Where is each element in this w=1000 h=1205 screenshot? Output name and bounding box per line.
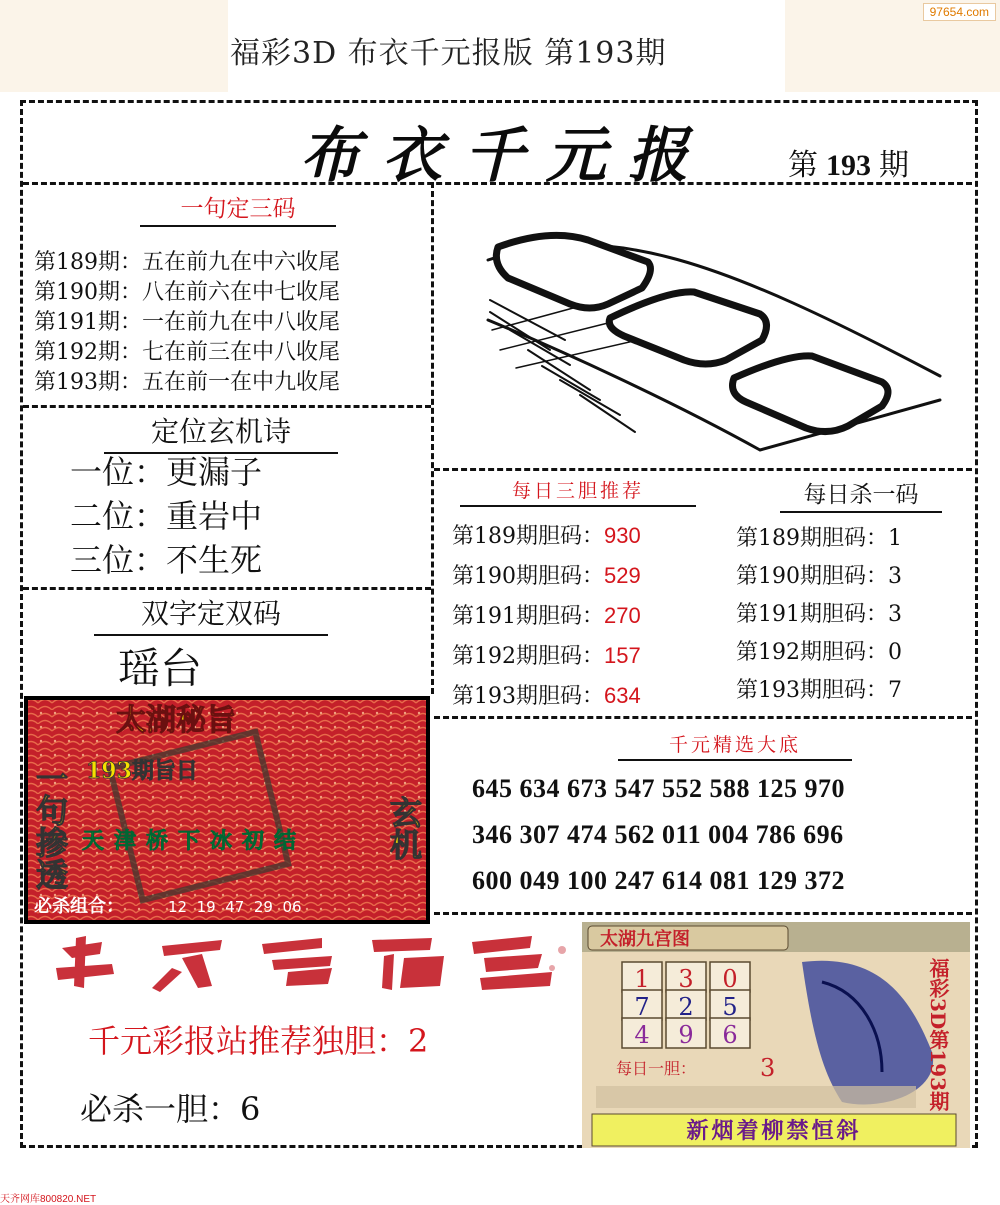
divider (23, 405, 431, 408)
divider (23, 182, 972, 185)
grid-cell: 3 (678, 965, 694, 993)
grid-cell: 5 (722, 993, 738, 1021)
jiugong-panel (582, 922, 970, 1148)
double-word-title: 双字定双码 (94, 592, 328, 636)
taihu-issue: 193期旨日 (86, 758, 198, 784)
number-row: 600 049 100 247 614 081 129 372 (472, 866, 845, 895)
brush-banner-image (32, 928, 572, 1000)
double-word-value: 瑶台 (118, 644, 203, 693)
grid-cell: 2 (678, 993, 694, 1021)
grid-cell: 9 (678, 1021, 694, 1049)
jiugong-image (582, 922, 970, 1148)
list-item: 第190期胆码：3 (736, 564, 902, 589)
taihu-panel (24, 696, 430, 924)
grid-cell: 7 (634, 993, 650, 1021)
taihu-kill-label: 必杀组合： (34, 896, 124, 917)
selection-list (472, 766, 845, 904)
jiugong-footer: 新烟着柳禁恒斜 (686, 1118, 862, 1144)
issue-suffix: 期 (879, 148, 909, 183)
jiugong-daily-value: 3 (760, 1054, 776, 1082)
poem-line: 三位：不生死 (70, 541, 263, 579)
list-item: 第193期胆码：7 (736, 678, 902, 703)
jiugong-side: 福彩3D第193期 (926, 958, 950, 1112)
list-item (452, 596, 641, 636)
issue-prefix: 第 (788, 148, 818, 183)
number-row: 346 307 474 562 011 004 786 696 (472, 820, 844, 849)
list-item: 第190期：八在前六在中七收尾 (34, 280, 340, 305)
issue-number (788, 140, 909, 184)
one-sentence-list (34, 248, 340, 398)
page-title: 福彩3D 布衣千元报版 第193期 (230, 36, 667, 71)
daily-kill-list (736, 520, 902, 710)
masthead: 布衣千元报 (300, 121, 710, 191)
divider (434, 468, 972, 471)
poem-line: 二位：重岩中 (70, 497, 263, 535)
list-item: 第193期：五在前一在中九收尾 (34, 370, 340, 395)
row-value: 930 (604, 523, 641, 548)
sketch-illustration (470, 200, 950, 460)
row-label: 第192期胆码： (452, 644, 604, 669)
divider (434, 912, 972, 915)
divider (434, 716, 972, 719)
grid-cell: 6 (722, 1021, 738, 1049)
divider (23, 587, 431, 590)
issue-value: 193 (826, 149, 871, 182)
poem-list (70, 450, 262, 582)
one-sentence-title: 一句定三码 (140, 190, 336, 227)
daily-kill-title: 每日杀一码 (780, 476, 942, 513)
grid-cell: 4 (634, 1021, 650, 1049)
grid-cell: 1 (634, 965, 650, 993)
number-row: 645 634 673 547 552 588 125 970 (472, 774, 845, 803)
row-value: 634 (604, 683, 641, 708)
row-value: 270 (604, 603, 641, 628)
list-item (452, 676, 641, 716)
header-left-panel (0, 0, 228, 92)
selection-title: 千元精选大底 (618, 730, 852, 761)
recommend-single: 千元彩报站推荐独胆：2 (88, 1022, 429, 1060)
jiugong-daily-label: 每日一胆： (616, 1059, 697, 1078)
footer-url: 天齐网库800820.NET (0, 1194, 97, 1205)
site-link[interactable]: 97654.com (923, 3, 996, 21)
taihu-title: 太湖秘旨 (116, 703, 236, 738)
poem-title: 定位玄机诗 (104, 410, 338, 454)
list-item: 第192期：七在前三在中八收尾 (34, 340, 340, 365)
recommend-kill: 必杀一胆：6 (80, 1090, 261, 1128)
row-label: 第190期胆码： (452, 564, 604, 589)
list-item: 第191期胆码：3 (736, 602, 902, 627)
row-value: 529 (604, 563, 641, 588)
list-item: 第189期：五在前九在中六收尾 (34, 250, 340, 275)
list-item: 第189期胆码：1 (736, 526, 902, 551)
list-item: 第191期：一在前九在中八收尾 (34, 310, 340, 335)
grid-cell: 0 (722, 965, 738, 993)
row-label: 第191期胆码： (452, 604, 604, 629)
divider (431, 182, 434, 694)
poem-line: 一位：更漏子 (70, 453, 263, 491)
list-item (452, 516, 641, 556)
row-value: 157 (604, 643, 641, 668)
list-item (452, 556, 641, 596)
taihu-image (24, 696, 430, 924)
row-label: 第193期胆码： (452, 684, 604, 709)
daily-three-title: 每日三胆推荐 (460, 476, 696, 507)
list-item (452, 636, 641, 676)
list-item: 第192期胆码：0 (736, 640, 902, 665)
taihu-phrase: 天津桥下冰初结 (82, 828, 307, 854)
taihu-right: 玄机 (385, 796, 423, 860)
row-label: 第189期胆码： (452, 524, 604, 549)
daily-three-list (452, 516, 641, 716)
jiugong-title: 太湖九宫图 (600, 929, 690, 950)
taihu-kill-values: 12 19 47 29 06 (168, 898, 302, 916)
taihu-left: 一句掺透 (31, 762, 69, 890)
